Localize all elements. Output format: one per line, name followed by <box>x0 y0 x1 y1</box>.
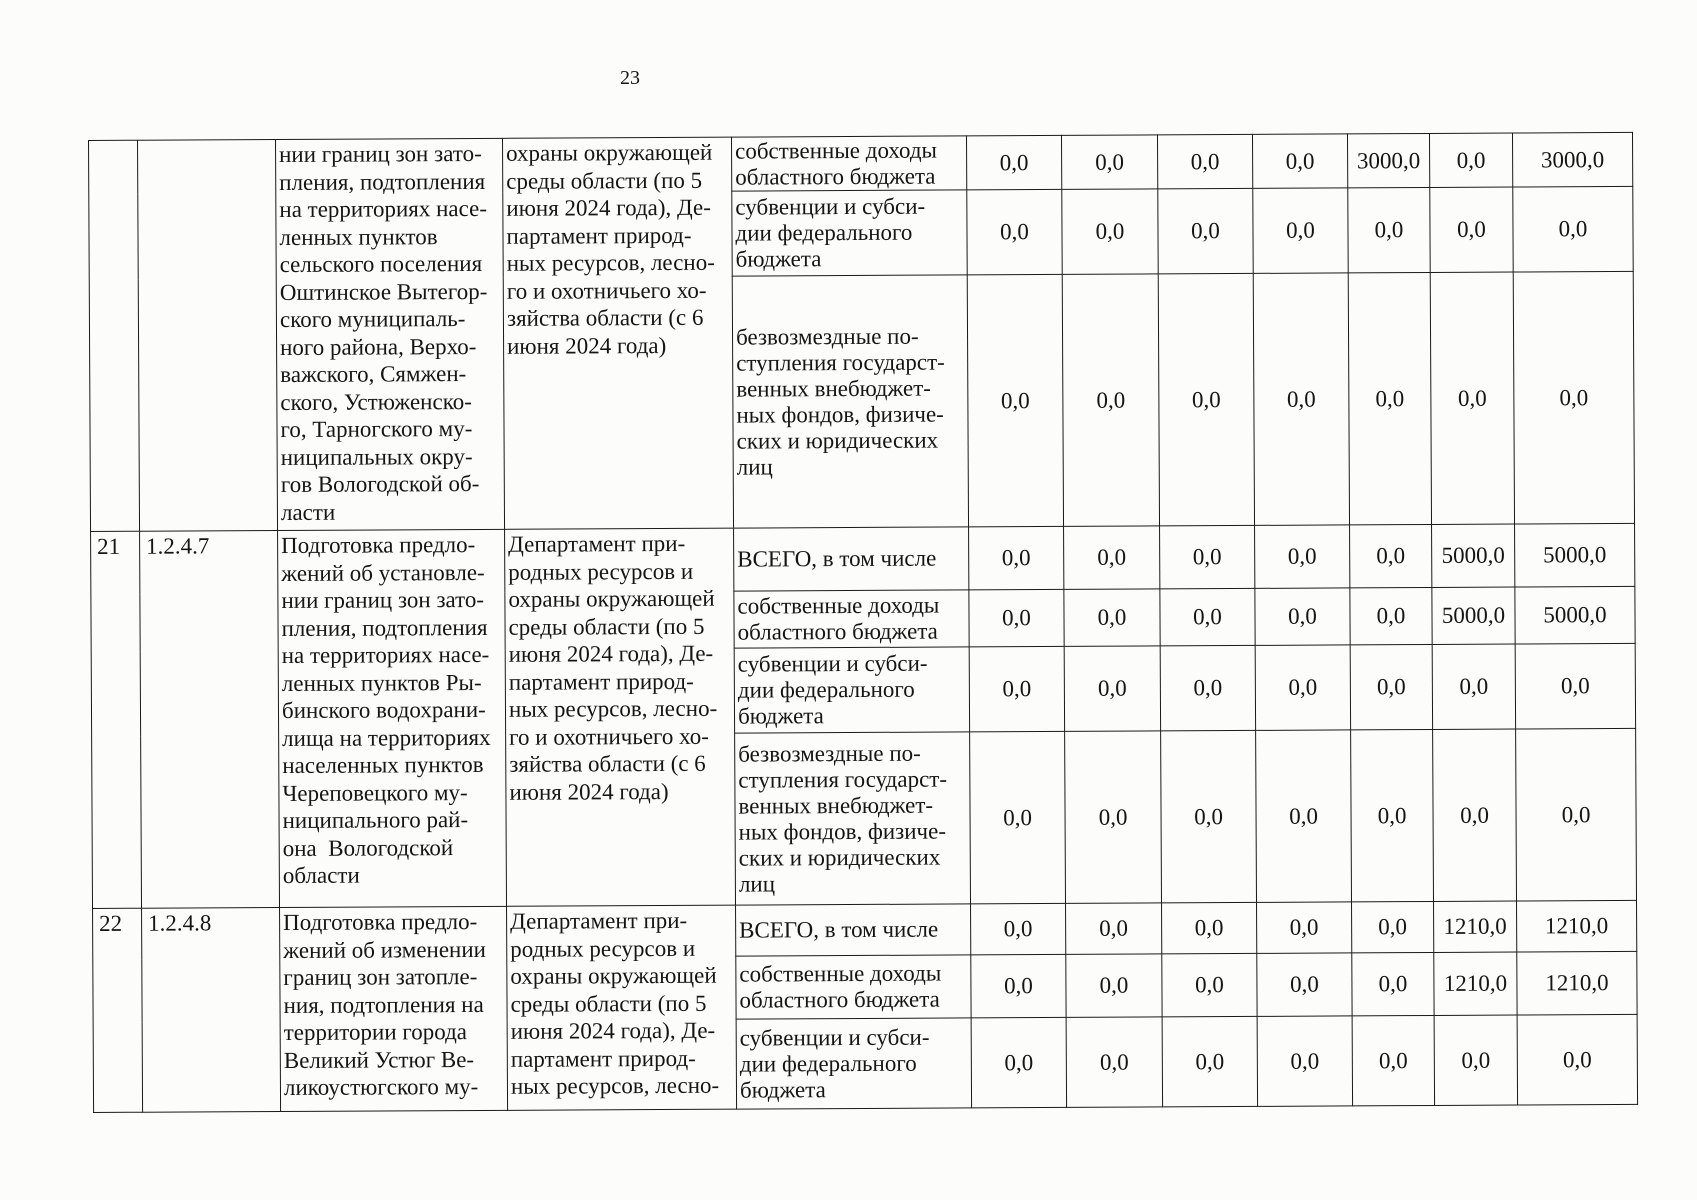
budget-table <box>88 132 1638 1113</box>
value-cell: 0,0 <box>1160 588 1255 645</box>
value-cell: 0,0 <box>1253 188 1348 273</box>
value-cell: 0,0 <box>1157 134 1252 188</box>
measure-name-cell: Подготовка предло- жений об изменении границ зон затопле- ния, подтопления на территории города Великий Устюг Ве- ликоустюгского му- <box>280 906 508 1111</box>
value-cell: 0,0 <box>1066 1017 1162 1108</box>
row-number-cell: 22 <box>93 908 143 1112</box>
value-cell: 0,0 <box>1066 954 1162 1018</box>
executor-cell: охраны окружающей среды области (по 5 июня 2024 года), Де- партамент природ- ных ресурсов, лесно- го и охотничьего хо- зяйства области (с 6 июня 2024 года) <box>502 137 733 529</box>
code-cell: 1.2.4.8 <box>142 908 281 1113</box>
value-cell: 0,0 <box>1430 272 1514 524</box>
value-cell: 0,0 <box>1062 189 1158 275</box>
value-cell: 0,0 <box>1062 274 1159 526</box>
funding-source-cell: безвозмездные по- ступления государст- венных внебюджет- ных фондов, физиче- ских и юридических лиц <box>732 275 968 528</box>
value-cell: 0,0 <box>1516 728 1637 901</box>
funding-source-cell: субвенции и субси- дии федерального бюджета <box>732 190 967 276</box>
value-cell: 0,0 <box>1162 902 1257 953</box>
value-cell: 0,0 <box>1253 273 1349 525</box>
value-cell: 0,0 <box>1161 730 1257 902</box>
value-cell: 0,0 <box>1352 901 1434 952</box>
funding-source-cell: субвенции и субси- дии федерального бюджета <box>734 647 969 733</box>
value-cell: 0,0 <box>1061 135 1157 190</box>
value-cell: 0,0 <box>1252 134 1347 188</box>
value-cell: 5000,0 <box>1432 524 1515 587</box>
value-cell: 0,0 <box>966 135 1061 189</box>
value-cell: 0,0 <box>1064 526 1160 590</box>
value-cell: 0,0 <box>1160 645 1255 730</box>
value-cell: 0,0 <box>967 189 1062 274</box>
value-cell: 0,0 <box>1255 645 1350 730</box>
value-cell: 0,0 <box>1066 903 1162 955</box>
value-cell: 0,0 <box>1515 643 1635 729</box>
value-cell: 0,0 <box>1433 729 1517 901</box>
value-cell: 0,0 <box>1352 1015 1434 1105</box>
value-cell: 0,0 <box>1158 273 1254 525</box>
measure-name-cell: Подготовка предло- жений об установле- нии границ зон зато- пления, подтопления на территориях насе- ленных пунктов Ры- бинского водохрани- лища на территориях населенных пунктов Череповецкого му- ниципального рай- она Вологодской области <box>278 529 507 907</box>
value-cell: 1210,0 <box>1434 952 1517 1015</box>
funding-source-cell: собственные доходы областного бюджета <box>736 955 971 1019</box>
value-cell: 0,0 <box>1352 952 1434 1015</box>
value-cell: 3000,0 <box>1347 133 1429 187</box>
funding-source-cell: собственные доходы областного бюджета <box>731 136 966 191</box>
value-cell: 5000,0 <box>1515 586 1635 644</box>
value-cell: 0,0 <box>971 954 1066 1017</box>
value-cell: 0,0 <box>1351 729 1434 901</box>
value-cell: 0,0 <box>1348 187 1430 272</box>
funding-source-cell: безвозмездные по- ступления государст- венных внебюджет- ных фондов, физиче- ских и юридических лиц <box>735 732 971 905</box>
value-cell: 3000,0 <box>1512 132 1632 187</box>
value-cell: 0,0 <box>1255 525 1350 588</box>
value-cell: 0,0 <box>1162 953 1257 1016</box>
value-cell: 0,0 <box>1162 1016 1257 1106</box>
value-cell: 5000,0 <box>1432 587 1515 644</box>
value-cell: 0,0 <box>971 1017 1066 1107</box>
value-cell: 0,0 <box>1257 902 1352 953</box>
code-cell <box>138 140 278 532</box>
row-number-cell <box>89 140 140 531</box>
value-cell: 0,0 <box>969 526 1064 589</box>
value-cell: 0,0 <box>1257 1016 1352 1106</box>
value-cell: 0,0 <box>1350 587 1432 644</box>
value-cell: 0,0 <box>1256 730 1352 902</box>
value-cell: 0,0 <box>1255 588 1350 645</box>
value-cell: 0,0 <box>1064 589 1160 647</box>
value-cell: 0,0 <box>969 589 1064 646</box>
executor-cell: Департамент при- родных ресурсов и охраны окружающей среды области (по 5 июня 2024 года), Де- партамент природ- ных ресурсов, лесно- <box>507 905 737 1110</box>
value-cell: 0,0 <box>1065 731 1162 904</box>
value-cell: 0,0 <box>1064 646 1160 732</box>
value-cell: 0,0 <box>1158 188 1253 273</box>
value-cell: 1210,0 <box>1517 900 1637 952</box>
value-cell: 0,0 <box>970 731 1066 903</box>
value-cell: 1210,0 <box>1517 951 1637 1015</box>
value-cell: 5000,0 <box>1515 523 1635 587</box>
value-cell: 0,0 <box>1348 272 1431 524</box>
funding-source-cell: субвенции и субси- дии федерального бюджета <box>736 1018 971 1109</box>
funding-source-cell: ВСЕГО, в том числе <box>736 904 971 956</box>
measure-name-cell: нии границ зон зато- пления, подтопления на территориях насе- ленных пунктов сельского поселения Оштинское Вытегор- ского муниципаль- ного района, Верхо- важского, Сямжен- ского, Устюженско- го, Тарногского му- ниципальных окру- гов Вологодской об- ласти <box>276 138 505 530</box>
value-cell: 0,0 <box>1434 1015 1517 1105</box>
value-cell: 0,0 <box>971 903 1066 954</box>
table-row <box>93 900 1637 959</box>
value-cell: 0,0 <box>1513 186 1633 272</box>
value-cell: 0,0 <box>1432 644 1515 729</box>
value-cell: 0,0 <box>969 646 1064 731</box>
value-cell: 0,0 <box>1430 187 1513 272</box>
page-number: 23 <box>620 67 640 89</box>
value-cell: 0,0 <box>1429 133 1512 187</box>
value-cell: 0,0 <box>1513 271 1634 524</box>
value-cell: 0,0 <box>1257 953 1352 1016</box>
funding-source-cell: собственные доходы областного бюджета <box>734 590 969 648</box>
code-cell: 1.2.4.7 <box>140 531 280 909</box>
value-cell: 0,0 <box>967 274 1063 526</box>
value-cell: 1210,0 <box>1434 901 1517 952</box>
table-row <box>89 132 1633 194</box>
value-cell: 0,0 <box>1350 644 1432 729</box>
value-cell: 0,0 <box>1350 524 1432 587</box>
value-cell: 0,0 <box>1517 1014 1637 1105</box>
value-cell: 0,0 <box>1160 525 1255 588</box>
table-row <box>91 523 1635 594</box>
funding-source-cell: ВСЕГО, в том числе <box>734 527 969 591</box>
row-number-cell: 21 <box>91 531 142 908</box>
executor-cell: Департамент при- родных ресурсов и охраны окружающей среды области (по 5 июня 2024 года), Де- партамент природ- ных ресурсов, лесно- го и охотничьего хо- зяйства области (с 6 июня 2024 года) <box>505 528 736 906</box>
